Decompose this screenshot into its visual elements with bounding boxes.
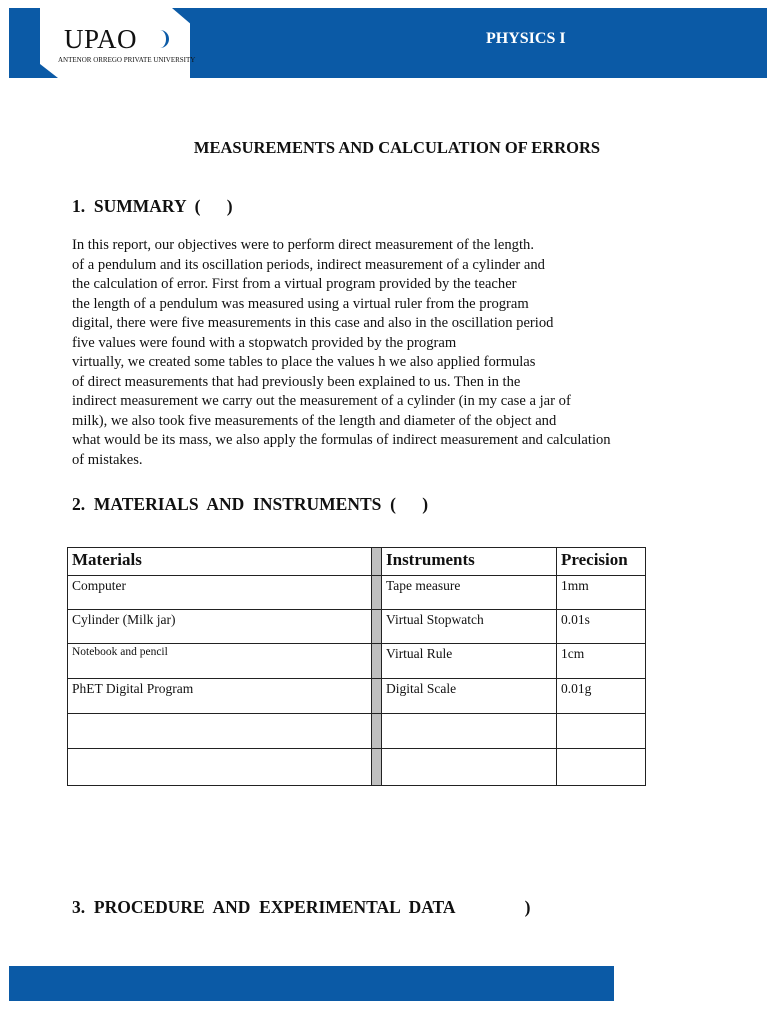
material-cell: Notebook and pencil bbox=[68, 644, 372, 679]
summary-line: virtually, we created some tables to place the values h we also applied formulas bbox=[72, 354, 536, 370]
header-materials: Materials bbox=[68, 548, 372, 576]
table-header-row bbox=[68, 548, 646, 576]
material-cell bbox=[68, 714, 372, 749]
summary-line: the length of a pendulum was measured using a virtual ruler from the program bbox=[72, 295, 529, 312]
table-row bbox=[68, 610, 646, 644]
summary-heading: 1. SUMMARY ( ) bbox=[72, 196, 233, 216]
material-cell: PhET Digital Program bbox=[68, 679, 372, 714]
instrument-cell: Virtual Stopwatch bbox=[382, 610, 557, 644]
course-name: PHYSICS I bbox=[486, 30, 566, 47]
column-separator bbox=[372, 749, 382, 786]
material-cell: Computer bbox=[68, 576, 372, 610]
table-row bbox=[68, 714, 646, 749]
summary-line: digital, there were five measurements in this case and also in the oscillation period bbox=[72, 315, 554, 331]
summary-line: of direct measurements that had previously been explained to us. Then in the bbox=[72, 373, 521, 390]
precision-cell: 0.01s bbox=[557, 610, 646, 644]
footer-band bbox=[9, 966, 614, 1001]
materials-instruments-table bbox=[67, 547, 646, 786]
instrument-cell: Tape measure bbox=[382, 576, 557, 610]
procedure-heading: 3. PROCEDURE AND EXPERIMENTAL DATA ) bbox=[72, 897, 531, 917]
logo-text: UPAO bbox=[64, 24, 138, 54]
precision-cell bbox=[557, 714, 646, 749]
instrument-cell: Virtual Rule bbox=[382, 644, 557, 679]
document-title: MEASUREMENTS AND CALCULATION OF ERRORS bbox=[193, 138, 601, 157]
column-separator bbox=[372, 714, 382, 749]
column-separator bbox=[372, 576, 382, 610]
summary-line: the calculation of error. First from a virtual program provided by the teacher bbox=[72, 276, 517, 292]
summary-paragraph bbox=[72, 236, 672, 470]
summary-line: of a pendulum and its oscillation periods, indirect measurement of a cylinder and bbox=[72, 256, 545, 273]
instrument-cell bbox=[382, 749, 557, 786]
column-separator bbox=[372, 679, 382, 714]
table-row bbox=[68, 679, 646, 714]
materials-heading: 2. MATERIALS AND INSTRUMENTS ( ) bbox=[72, 494, 429, 514]
table-row bbox=[68, 576, 646, 610]
instrument-cell: Digital Scale bbox=[382, 679, 557, 714]
summary-line: milk), we also took five measurements of the length and diameter of the object and bbox=[72, 412, 557, 429]
summary-line: indirect measurement we carry out the measurement of a cylinder (in my case a jar of bbox=[72, 393, 571, 409]
summary-line: of mistakes. bbox=[72, 451, 143, 468]
precision-cell: 1mm bbox=[557, 576, 646, 610]
material-cell: Cylinder (Milk jar) bbox=[68, 610, 372, 644]
material-cell bbox=[68, 749, 372, 786]
precision-cell: 1cm bbox=[557, 644, 646, 679]
table-row bbox=[68, 749, 646, 786]
precision-cell bbox=[557, 749, 646, 786]
header-instruments: Instruments bbox=[382, 548, 557, 576]
logo-mark-icon bbox=[150, 30, 169, 48]
summary-line: five values were found with a stopwatch provided by the program bbox=[72, 334, 457, 351]
summary-line: In this report, our objectives were to perform direct measurement of the length. bbox=[72, 237, 534, 253]
instrument-cell bbox=[382, 714, 557, 749]
summary-line: what would be its mass, we also apply the formulas of indirect measurement and calculation bbox=[72, 432, 611, 448]
precision-cell: 0.01g bbox=[557, 679, 646, 714]
column-separator bbox=[372, 548, 382, 576]
header-precision: Precision bbox=[557, 548, 646, 576]
column-separator bbox=[372, 610, 382, 644]
logo-subtitle: ANTENOR ORREGO PRIVATE UNIVERSITY bbox=[58, 56, 196, 64]
table-row bbox=[68, 644, 646, 679]
column-separator bbox=[372, 644, 382, 679]
